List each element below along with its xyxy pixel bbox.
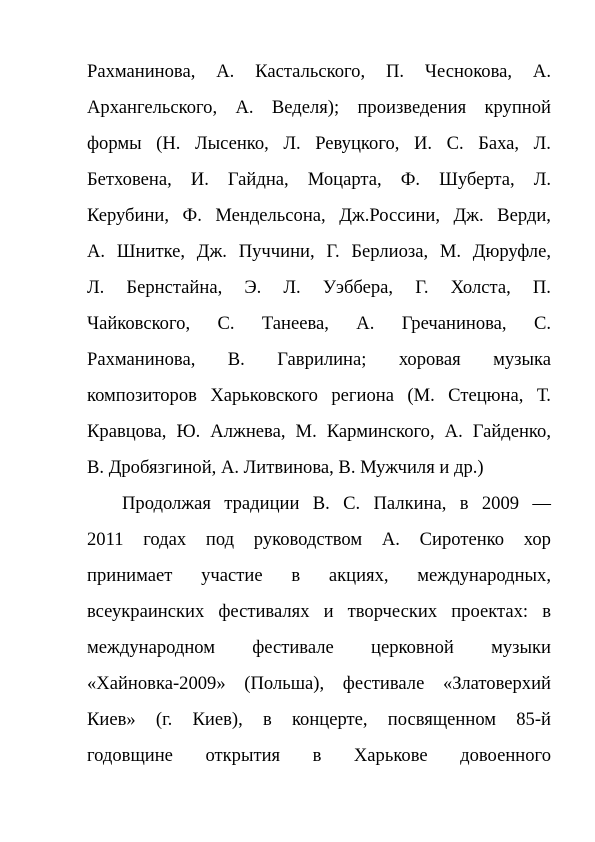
word: Г. <box>326 241 340 262</box>
text-line <box>87 378 551 414</box>
word: Мендельсона, <box>215 205 326 226</box>
word: международном <box>87 637 216 658</box>
word: Бетховена, <box>87 169 172 190</box>
word: Пуччини, <box>238 241 315 262</box>
text-line <box>87 450 551 486</box>
word: Дюруфле, <box>472 241 551 262</box>
text-line <box>87 594 551 630</box>
word: Верди, <box>497 205 551 226</box>
text-line <box>87 90 551 126</box>
word: И. <box>413 133 433 154</box>
word: Г. <box>415 277 429 298</box>
word: Гаврилина; <box>277 349 367 370</box>
text-line <box>87 738 551 774</box>
word: Берлиоза, <box>351 241 429 262</box>
word: руководством <box>253 529 363 550</box>
word: А. <box>235 97 254 118</box>
word: Холста, <box>450 277 511 298</box>
word: Стецюна, <box>448 385 524 406</box>
text-line <box>87 342 551 378</box>
word: В. <box>312 493 330 514</box>
word: Гайденко, <box>472 421 551 442</box>
word: и <box>323 601 334 622</box>
word: Кастальского, <box>255 61 366 82</box>
word: «Хайновка-2009» <box>87 673 226 694</box>
word: П. <box>385 61 405 82</box>
text-line <box>87 414 551 450</box>
word: творческих <box>347 601 438 622</box>
word: А. <box>356 313 375 334</box>
word: Бернстайна, <box>126 277 223 298</box>
word: открытия <box>205 745 281 766</box>
word: А. <box>381 529 400 550</box>
word: композиторов <box>87 385 197 406</box>
text-line <box>87 54 551 90</box>
word: Уэббера, <box>322 277 394 298</box>
word: участие <box>201 565 263 586</box>
word: Л. <box>87 277 105 298</box>
word: А. <box>216 61 235 82</box>
text-line <box>87 666 551 702</box>
word: Ф. <box>400 169 421 190</box>
word: Чеснокова, <box>424 61 513 82</box>
text-line <box>87 198 551 234</box>
word: Алжнева, <box>210 421 286 442</box>
word: 85-й <box>516 709 551 730</box>
word: концерте, <box>291 709 368 730</box>
word: фестивале <box>342 673 425 694</box>
word: Карминского, <box>326 421 435 442</box>
word: принимает <box>87 565 173 586</box>
word: годах <box>143 529 187 550</box>
word: крупной <box>484 97 551 118</box>
text-line <box>87 486 551 522</box>
text-line <box>87 270 551 306</box>
word: С. <box>533 313 551 334</box>
word: в <box>291 565 301 586</box>
word: П. <box>532 277 551 298</box>
text-line <box>87 558 551 594</box>
word: Чайковского, <box>87 313 191 334</box>
word: 2011 <box>87 529 124 550</box>
word: Кравцова, <box>87 421 167 442</box>
word: А. <box>532 61 551 82</box>
word: Баха, <box>478 133 520 154</box>
word: в <box>312 745 322 766</box>
word: под <box>205 529 235 550</box>
word: С. <box>446 133 464 154</box>
word: — <box>532 493 551 514</box>
word: Рахманинова, <box>87 61 196 82</box>
word: Керубини, <box>87 205 170 226</box>
word: Л. <box>283 133 301 154</box>
word: С. <box>343 493 361 514</box>
word: хор <box>523 529 551 550</box>
word: «Златоверхий <box>442 673 551 694</box>
word: Лысенко, <box>195 133 269 154</box>
word: Моцарта, <box>307 169 382 190</box>
text-line <box>87 126 551 162</box>
word: Танеева, <box>261 313 329 334</box>
word: Сиротенко <box>419 529 505 550</box>
word: (Н. <box>156 133 181 154</box>
word: Харьковского <box>210 385 318 406</box>
word: Палкина, <box>373 493 447 514</box>
word: Рахманинова, <box>87 349 196 370</box>
word: в <box>542 601 551 622</box>
word: И. <box>190 169 209 190</box>
word: (М. <box>407 385 435 406</box>
word: проектах: <box>451 601 529 622</box>
word: традиции <box>224 493 300 514</box>
word: Дж. <box>453 205 484 226</box>
word: 2009 <box>481 493 520 514</box>
word: Веделя); <box>271 97 340 118</box>
line-text: В. Дробязгиной, А. Литвинова, В. Мужчиля и др.) <box>87 457 484 478</box>
word: произведения <box>357 97 467 118</box>
word: Т. <box>536 385 551 406</box>
text-line <box>87 630 551 666</box>
word: хоровая <box>398 349 461 370</box>
word: довоенного <box>460 745 551 766</box>
text-line <box>87 234 551 270</box>
word: Киев), <box>192 709 243 730</box>
word: Л. <box>533 133 551 154</box>
word: Архангельского, <box>87 97 218 118</box>
word: акциях, <box>328 565 389 586</box>
word: международных, <box>417 565 551 586</box>
word: музыка <box>493 349 551 370</box>
word: Л. <box>533 169 551 190</box>
word: фестивалях <box>218 601 310 622</box>
word: Л. <box>283 277 301 298</box>
word: фестивале <box>252 637 334 658</box>
word: Гайдна, <box>227 169 289 190</box>
word: региона <box>331 385 394 406</box>
word: формы <box>87 133 142 154</box>
word: А. <box>444 421 463 442</box>
word: С. <box>217 313 235 334</box>
word: годовщине <box>87 745 173 766</box>
word: Шнитке, <box>116 241 186 262</box>
word: Киев» <box>87 709 136 730</box>
word: Э. <box>244 277 262 298</box>
text-line <box>87 162 551 198</box>
word: Дж.Россини, <box>339 205 441 226</box>
word: М. <box>295 421 317 442</box>
word: музыки <box>491 637 551 658</box>
word: М. <box>439 241 462 262</box>
word: Дж. <box>196 241 227 262</box>
word: церковной <box>371 637 454 658</box>
word: в <box>262 709 272 730</box>
text-line <box>87 306 551 342</box>
text-line <box>87 522 551 558</box>
word: Гречанинова, <box>401 313 507 334</box>
word: А. <box>87 241 106 262</box>
word: (г. <box>155 709 173 730</box>
word: Ревуцкого, <box>315 133 400 154</box>
word: В. <box>227 349 245 370</box>
word: Харькове <box>353 745 428 766</box>
word: всеукраинских <box>87 601 205 622</box>
word: Ф. <box>182 205 202 226</box>
word: (Польша), <box>244 673 325 694</box>
text-line <box>87 702 551 738</box>
word: Шуберта, <box>439 169 515 190</box>
word: Ю. <box>176 421 201 442</box>
body-text <box>87 54 551 774</box>
word: в <box>459 493 469 514</box>
word: Продолжая <box>122 493 211 514</box>
word: посвященном <box>387 709 497 730</box>
